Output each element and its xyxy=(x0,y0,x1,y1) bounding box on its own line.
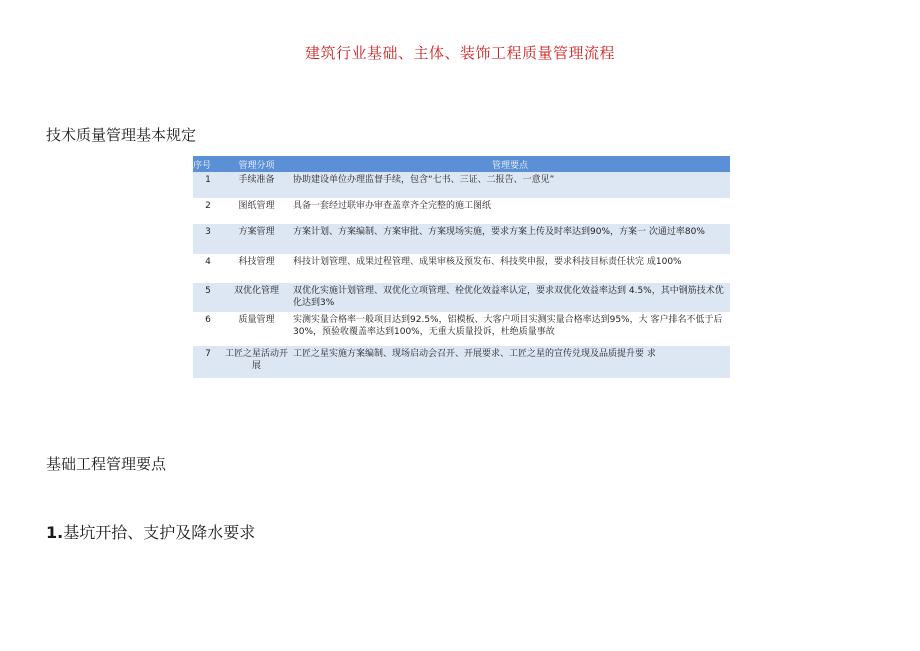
section-heading-foundation: 基础工程管理要点 xyxy=(46,455,167,473)
row-point: 工匠之星实施方案编制、现场启动会召开、开展要求、工匠之星的宣传兑现及品质提升要 求 xyxy=(290,346,730,378)
section-heading-pit xyxy=(46,520,255,543)
row-point: 双优化实施计划管理、双优化立项管理、栓优化效益率认定，要求双优化效益率达到 4.5%，其中钢筋技术优化达到3% xyxy=(290,283,730,312)
table-row xyxy=(193,198,730,224)
row-no: 1 xyxy=(193,172,223,198)
row-no: 5 xyxy=(193,283,223,312)
row-no: 7 xyxy=(193,346,223,378)
section-title-pit: 基坑开拾、支护及降水要求 xyxy=(63,523,256,542)
row-no: 4 xyxy=(193,254,223,283)
header-no: 序号 xyxy=(193,156,223,172)
row-item: 质量管理 xyxy=(223,312,290,346)
row-point: 具备一套经过联审办审查盖章齐全完整的施工图纸 xyxy=(290,198,730,224)
header-point: 管理要点 xyxy=(290,156,730,172)
row-point: 科技计划管理、成果过程管理、成果审核及预发布、科技奖申报，要求科技目标责任状完 成100% xyxy=(290,254,730,283)
table-row xyxy=(193,312,730,346)
row-item: 科技管理 xyxy=(223,254,290,283)
row-item: 工匠之星活动开展 xyxy=(223,346,290,378)
table-row xyxy=(193,172,730,198)
row-item: 双优化管理 xyxy=(223,283,290,312)
table-row xyxy=(193,283,730,312)
management-table-container xyxy=(193,156,730,378)
row-no: 3 xyxy=(193,224,223,254)
row-point: 方案计划、方案编制、方案审批、方案现场实施，要求方案上传及时率达到90%，方案一 次通过率80% xyxy=(290,224,730,254)
row-item: 方案管理 xyxy=(223,224,290,254)
row-no: 6 xyxy=(193,312,223,346)
table-row xyxy=(193,224,730,254)
table-header-row xyxy=(193,156,730,172)
table-row xyxy=(193,254,730,283)
row-no: 2 xyxy=(193,198,223,224)
row-item: 图纸管理 xyxy=(223,198,290,224)
table-row xyxy=(193,346,730,378)
document-title: 建筑行业基础、主体、装饰工程质量管理流程 xyxy=(304,44,615,62)
header-item: 管理分项 xyxy=(223,156,290,172)
row-item: 手续准备 xyxy=(223,172,290,198)
section-number: 1. xyxy=(46,523,64,542)
row-point: 协助建设单位办理监督手续，包含“七书、三证、二报告、一意见” xyxy=(290,172,730,198)
management-table xyxy=(193,156,730,378)
row-point: 实测实量合格率一般项目达到92.5%，铝模板、大客户项目实测实量合格率达到95%，大 客户排名不低于后30%，预验收覆盖率达到100%，无重大质量投诉，杜绝质量事故 xyxy=(290,312,730,346)
section-heading-tech-rules: 技术质量管理基本规定 xyxy=(46,126,197,144)
